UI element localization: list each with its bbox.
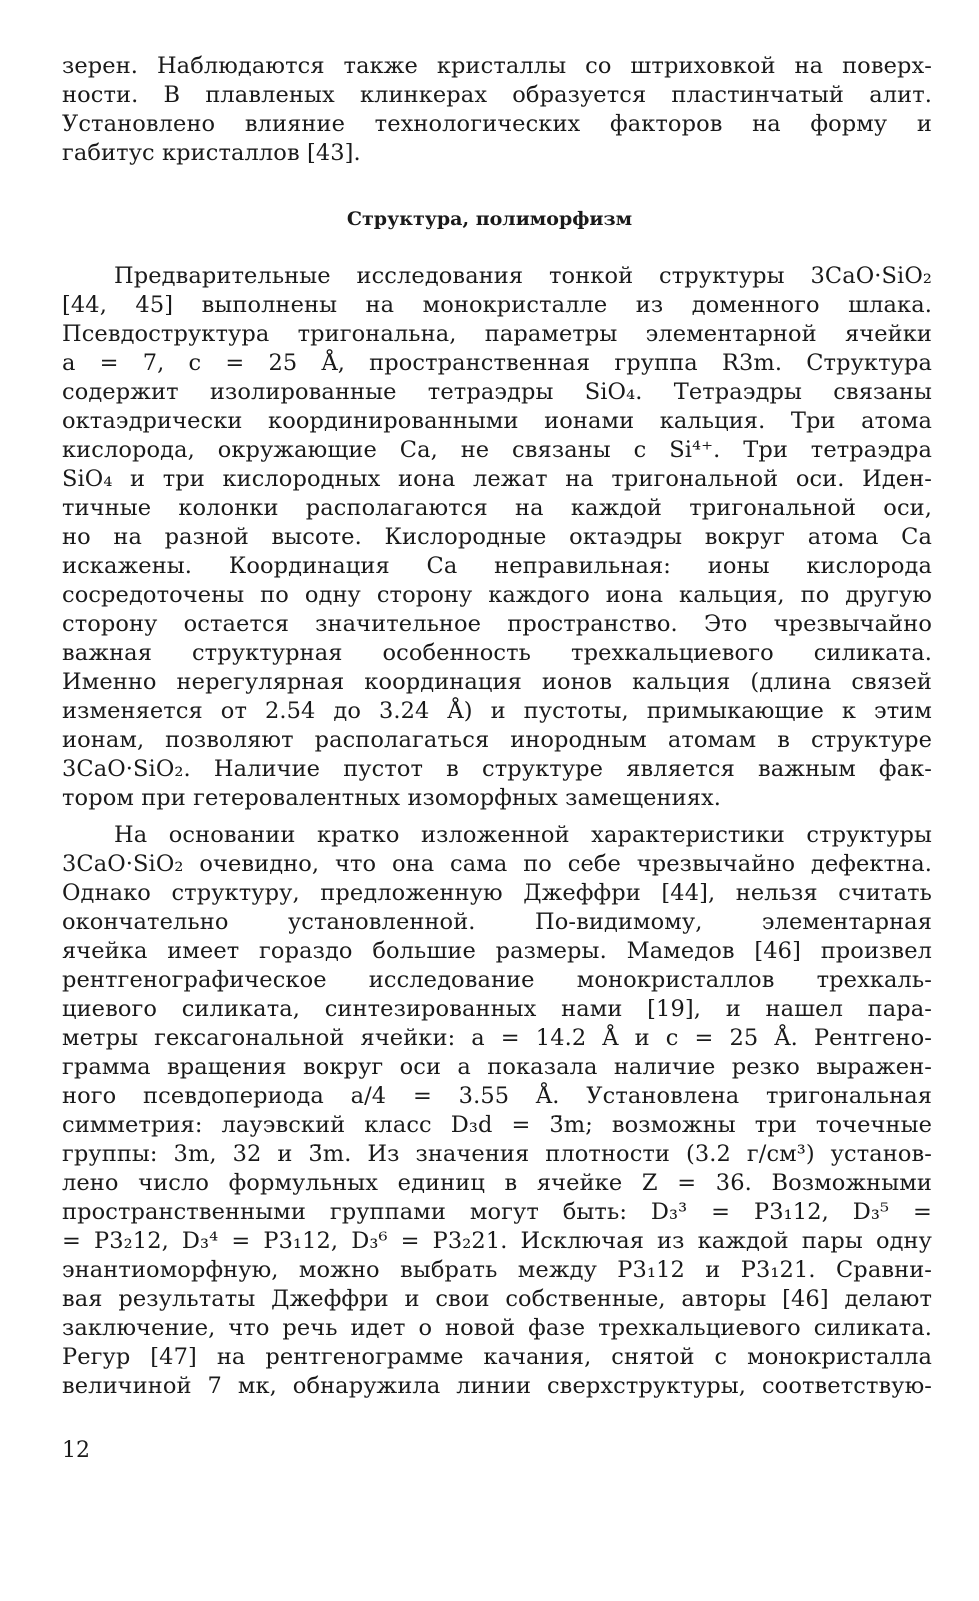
text-line: метры гексагональной ячейки: a = 14.2 Å и c = 25 Å. Рентгено- — [62, 1025, 932, 1051]
text-line: грамма вращения вокруг оси a показала наличие резко выражен- — [62, 1054, 932, 1080]
text-line: искажены. Координация Ca неправильная: ионы кислорода — [62, 553, 932, 579]
text-line: Регур [47] на рентгенограмме качания, снятой с монокристалла — [62, 1344, 932, 1370]
text-line: заключение, что речь идет о новой фазе трехкальциевого силиката. — [62, 1315, 932, 1341]
paragraph-top — [62, 52, 932, 168]
text-line: 3CaO·SiO₂. Наличие пустот в структуре является важным фак- — [62, 756, 932, 782]
text-line: энантиоморфную, можно выбрать между P3₁12 и P3₁21. Сравни- — [62, 1257, 932, 1283]
text-line: 3CaO·SiO₂ очевидно, что она сама по себе чрезвычайно дефектна. — [62, 851, 932, 877]
text-line: но на разной высоте. Кислородные октаэдры вокруг атома Ca — [62, 524, 932, 550]
text-line: Предварительные исследования тонкой структуры 3CaO·SiO₂ — [114, 263, 932, 289]
text-line: содержит изолированные тетраэдры SiO₄. Тетраэдры связаны — [62, 379, 932, 405]
text-line: рентгенографическое исследование монокристаллов трехкаль- — [62, 967, 932, 993]
text-line: величиной 7 мк, обнаружила линии сверхструктуры, соответствую- — [62, 1373, 932, 1399]
text-line: группы: 3m, 32 и 3̄m. Из значения плотности (3.2 г/см³) установ- — [62, 1141, 932, 1167]
text-line: На основании кратко изложенной характеристики структуры — [114, 822, 932, 848]
text-line: габитус кристаллов [43]. — [62, 140, 361, 166]
text-line: важная структурная особенность трехкальциевого силиката. — [62, 640, 932, 666]
text-line: лено число формульных единиц в ячейке Z = 36. Возможными — [62, 1170, 932, 1196]
text-line: изменяется от 2.54 до 3.24 Å) и пустоты, примыкающие к этим — [62, 698, 932, 724]
text-line: циевого силиката, синтезированных нами [19], и нашел пара- — [62, 996, 932, 1022]
text-line: сторону остается значительное пространство. Это чрезвычайно — [62, 611, 932, 637]
text-line: Установлено влияние технологических факторов на форму и — [62, 111, 932, 137]
text-line: вая результаты Джеффри и свои собственные, авторы [46] делают — [62, 1286, 932, 1312]
text-line: Именно нерегулярная координация ионов кальция (длина связей — [62, 669, 932, 695]
text-line: Псевдоструктура тригональна, параметры элементарной ячейки — [62, 321, 932, 347]
text-line: кислорода, окружающие Ca, не связаны с Si⁴⁺. Три тетраэдра — [62, 437, 932, 463]
text-line: тичные колонки располагаются на каждой тригональной оси, — [62, 495, 932, 521]
page-number: 12 — [62, 1438, 90, 1463]
text-line: сосредоточены по одну сторону каждого иона кальция, по другую — [62, 582, 932, 608]
text-line: зерен. Наблюдаются также кристаллы со штриховкой на поверх- — [62, 53, 932, 79]
paragraph-analysis — [62, 821, 932, 1401]
text-line: тором при гетеровалентных изоморфных замещениях. — [62, 785, 722, 811]
text-line: = P3₂12, D₃⁴ = P3₁12, D₃⁶ = P3₂21. Исключая из каждой пары одну — [62, 1228, 932, 1254]
section-heading: Структура, полиморфизм — [346, 208, 633, 230]
text-line: ионам, позволяют располагаться инородным атомам в структуре — [62, 727, 932, 753]
text-line: ного псевдопериода a/4 = 3.55 Å. Установлена тригональная — [62, 1083, 932, 1109]
text-line: октаэдрически координированными ионами кальция. Три атома — [62, 408, 932, 434]
text-line: a = 7, c = 25 Å, пространственная группа R3m. Структура — [62, 350, 932, 376]
text-line: ности. В плавленых клинкерах образуется пластинчатый алит. — [62, 82, 932, 108]
text-line: пространственными группами могут быть: D₃³ = P3₁12, D₃⁵ = — [62, 1199, 932, 1225]
text-line: Однако структуру, предложенную Джеффри [44], нельзя считать — [62, 880, 932, 906]
text-line: окончательно установленной. По-видимому, элементарная — [62, 909, 932, 935]
text-line: [44, 45] выполнены на монокристалле из доменного шлака. — [62, 292, 932, 318]
text-line: ячейка имеет гораздо большие размеры. Мамедов [46] произвел — [62, 938, 932, 964]
text-line: SiO₄ и три кислородных иона лежат на тригональной оси. Иден- — [62, 466, 932, 492]
text-line: симметрия: лауэвский класс D₃d = 3̄m; возможны три точечные — [62, 1112, 932, 1138]
paragraph-structure — [62, 262, 932, 813]
